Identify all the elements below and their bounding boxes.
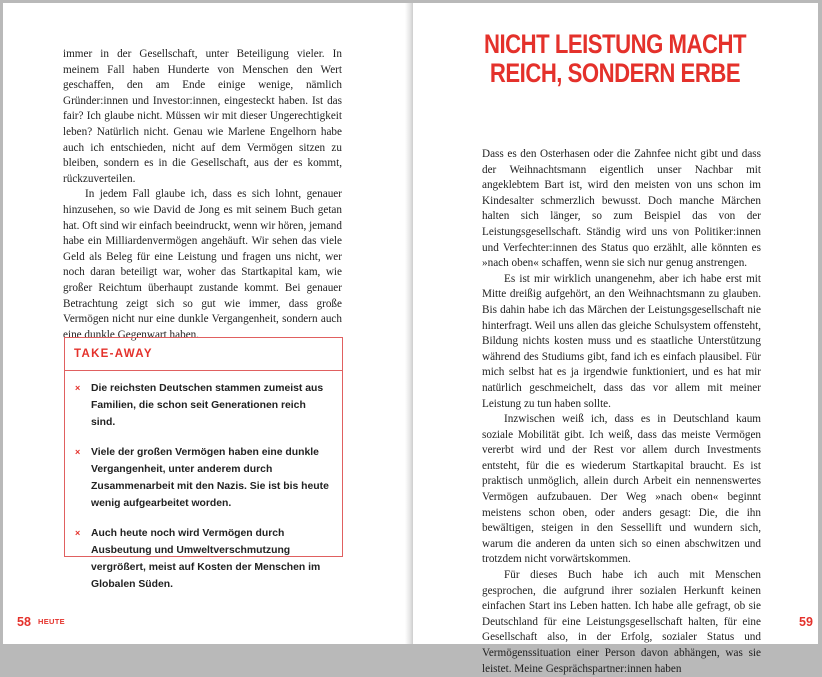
- paragraph: Für dieses Buch habe ich auch mit Menschen gesprochen, die aufgrund ihrer sozialen Herkunft keinen einfachen Start ins Leben hatten. Ich habe alle gefragt, ob sie Deutschland für eine Leistungsgesellschaft halten, für eine Gesellschaft also, in der Erfolg, sozialer Status und Vermögenssituation einer Person davon abhängen, was sie leistet. Meine Gesprächspartner:innen haben: [482, 569, 761, 675]
- cross-bullet-icon: ×: [75, 447, 81, 457]
- right-body-text: [482, 147, 761, 677]
- headline-line-2: REICH, SONDERN ERBE: [489, 58, 741, 88]
- paragraph: Inzwischen weiß ich, dass es in Deutschland kaum soziale Mobilität gibt. Ich weiß, dass das meiste Vermögen vererbt wird und der Rest vor allem durch Investments entsteht, für die es wiederum Startkapital braucht. Es ist praktisch unmöglich, allein durch Arbeit ein nennenswertes Vermögen aufzubauen. Der Weg »nach oben« beginnt meistens schon oben, oder anders gesagt: Die, die ihn bewältigen, steigen in den Sessellift und wundern sich, warum die anderen da unten sich so einen abschwitzen und trotzdem nicht vorwärtskommen.: [482, 413, 761, 566]
- takeaway-item-text: Die reichsten Deutschen stammen zumeist aus Familien, die schon seit Generationen reich sind.: [91, 383, 324, 428]
- running-head: HEUTE: [38, 617, 65, 626]
- takeaway-list: [65, 371, 342, 593]
- paragraph: Es ist mir wirklich unangenehm, aber ich habe erst mit Mitte dreißig aufgehört, an den Weihnachtsmann zu glauben. Bis dahin habe ich das Märchen der Leistungsgesellschaft nie hinterfragt. Weil uns allen das gleiche Schulsystem offensteht, Bildung nichts kosten muss und es staatliche Unterstützung während des Studiums gibt, fand ich es einfach plausibel. Für mich selbst hat es ja irgendwie funktioniert, und es hat mir natürlich geschmeichelt, dass das vor allem mit meiner Leistung zu tun haben sollte.: [482, 272, 761, 410]
- paragraph: In jedem Fall glaube ich, dass es sich lohnt, genauer hinzusehen, so wie David de Jong es mit seinem Buch getan hat. Oft sind wir einfach beeindruckt, wenn wir hören, jemand habe ein Milliardenvermögen angehäuft. Wir sehen das viele Geld als Beleg für eine Leistung und fragen uns nicht, wer noch daran beteiligt war, woher das Startkapital kam, wie großer Reichtum überhaupt zustande kommt. Bei genauer Betrachtung zeigt sich so gut wie immer, dass große Vermögen nicht nur eine dunkle Vergangenheit, sondern auch eine dunkle Gegenwart haben.: [63, 188, 342, 341]
- takeaway-header: [65, 338, 342, 371]
- takeaway-item-text: Viele der großen Vermögen haben eine dunkle Vergangenheit, unter anderem durch Zusammenarbeit mit den Nazis. Sie ist bis heute wenig aufgearbeitet worden.: [91, 447, 329, 509]
- takeaway-item: [75, 380, 332, 431]
- takeaway-box: [64, 337, 343, 590]
- cross-bullet-icon: ×: [75, 383, 81, 393]
- book-spread: [3, 3, 818, 675]
- left-body-text: [63, 47, 342, 343]
- left-page: [3, 3, 408, 644]
- right-page: [413, 3, 818, 675]
- page-number-left: 58: [17, 615, 31, 629]
- takeaway-item: [75, 444, 332, 512]
- headline-line-1: NICHT LEISTUNG MACHT: [484, 29, 746, 59]
- chapter-headline: [449, 30, 780, 88]
- takeaway-item: [75, 525, 332, 593]
- takeaway-item-text: Auch heute noch wird Vermögen durch Ausbeutung und Umweltverschmutzung vergrößert, meist auf Kosten der Menschen im Globalen Süden.: [91, 528, 321, 590]
- paragraph: immer in der Gesellschaft, unter Beteiligung vieler. In meinem Fall haben Hunderte von Menschen den Wert geschaffen, den am Ende einige wenige, nämlich Gründer:innen und Investor:innen, eingesteckt haben. Ist das fair? Ich glaube nicht. Müssen wir mit dieser Ungerechtigkeit leben? Natürlich nicht. Genau wie Marlene Engelhorn habe auch ich entschieden, nicht auf dem Vermögen sitzen zu bleiben, sondern es in die Gesellschaft, aus der es kommt, rückzuverteilen.: [63, 48, 342, 185]
- page-number-right: 59: [799, 615, 813, 629]
- takeaway-title: TAKE-AWAY: [74, 348, 153, 360]
- paragraph: Dass es den Osterhasen oder die Zahnfee nicht gibt und dass der Weihnachtsmann eigentlich unser Nachbar mit angeklebtem Bart ist, wird den meisten von uns schon im Kindesalter schmerzlich bewusst. Doch manche Märchen halten sich länger, so zum Beispiel das von der Leistungsgesellschaft. Ständig wird uns von Politiker:innen und Verfechter:innen des Status quo erzählt, alle könnten es »nach oben« schaffen, wenn sie sich nur genug anstrengen.: [482, 148, 761, 270]
- cross-bullet-icon: ×: [75, 528, 81, 538]
